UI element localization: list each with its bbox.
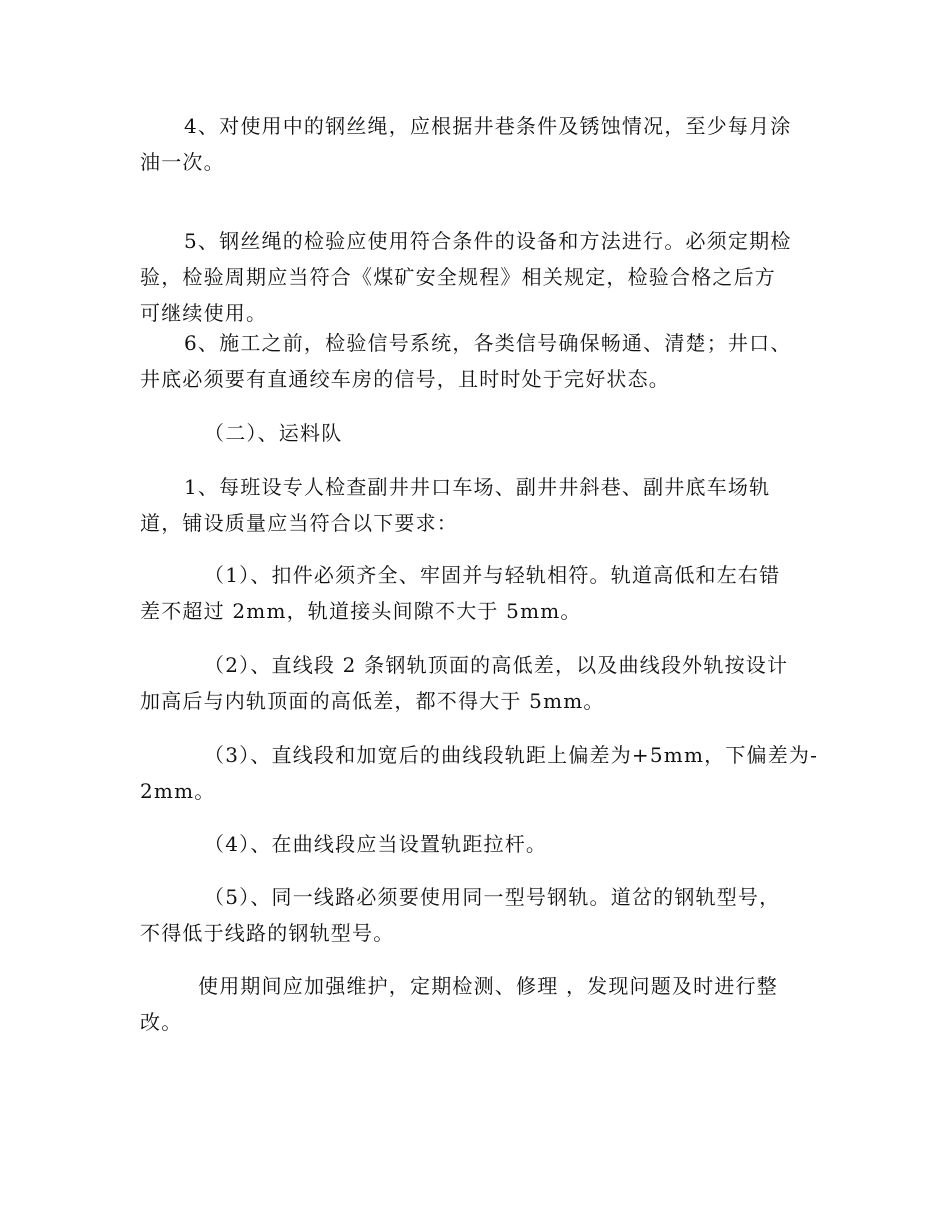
paragraph-item-2 xyxy=(140,647,810,719)
paragraph-item-1 xyxy=(140,557,810,629)
paragraph-track-check xyxy=(140,469,810,541)
paragraph-line: 加高后与内轨顶面的高低差，都不得大于 5mm。 xyxy=(140,689,605,713)
paragraph-steel-rope-inspection xyxy=(140,223,810,331)
paragraph-line: 改。 xyxy=(140,1010,183,1034)
paragraph-line: （3）、直线段和加宽后的曲线段轨距上偏差为+5mm，下偏差为- xyxy=(204,743,819,767)
paragraph-line: 6、施工之前，检验信号系统，各类信号确保畅通、清楚；井口、 xyxy=(184,331,792,355)
paragraph-item-4 xyxy=(140,826,810,862)
paragraph-line: 油一次。 xyxy=(140,150,225,174)
paragraph-line: 井底必须要有直通绞车房的信号，且时时处于完好状态。 xyxy=(140,367,670,391)
paragraph-line: （2）、直线段 2 条钢轨顶面的高低差，以及曲线段外轨按设计 xyxy=(204,653,789,677)
paragraph-line: 5、钢丝绳的检验应使用符合条件的设备和方法进行。必须定期检 xyxy=(184,229,792,253)
paragraph-line: 不得低于线路的钢轨型号。 xyxy=(140,921,395,945)
paragraph-line: 1、每班设专人检查副井井口车场、副井井斜巷、副井底车场轨 xyxy=(184,475,771,499)
paragraph-line: 可继续使用。 xyxy=(140,301,268,325)
paragraph-steel-rope-oiling xyxy=(140,108,810,180)
section-heading: （二）、运料队 xyxy=(204,421,343,445)
paragraph-line: 差不超过 2mm，轨道接头间隙不大于 5mm。 xyxy=(140,599,582,623)
paragraph-line: 使用期间应加强维护，定期检测、修理 ，发现问题及时进行整 xyxy=(198,974,778,998)
section-heading-transport-team xyxy=(140,415,810,451)
paragraph-line: （4）、在曲线段应当设置轨距拉杆。 xyxy=(204,832,548,856)
paragraph-line: 道，铺设质量应当符合以下要求： xyxy=(140,511,458,535)
paragraph-line: 验，检验周期应当符合《煤矿安全规程》相关规定，检验合格之后方 xyxy=(140,265,776,289)
paragraph-line: （5）、同一线路必须要使用同一型号钢轨。道岔的钢轨型号， xyxy=(204,885,781,909)
paragraph-line: 2mm。 xyxy=(140,779,216,803)
paragraph-item-3 xyxy=(140,737,819,809)
paragraph-signal-system xyxy=(140,325,810,397)
paragraph-item-5 xyxy=(140,879,810,951)
paragraph-maintenance xyxy=(140,968,810,1040)
paragraph-line: （1）、扣件必须齐全、牢固并与轻轨相符。轨道高低和左右错 xyxy=(204,563,781,587)
paragraph-line: 4、对使用中的钢丝绳，应根据井巷条件及锈蚀情况，至少每月涂 xyxy=(184,114,792,138)
